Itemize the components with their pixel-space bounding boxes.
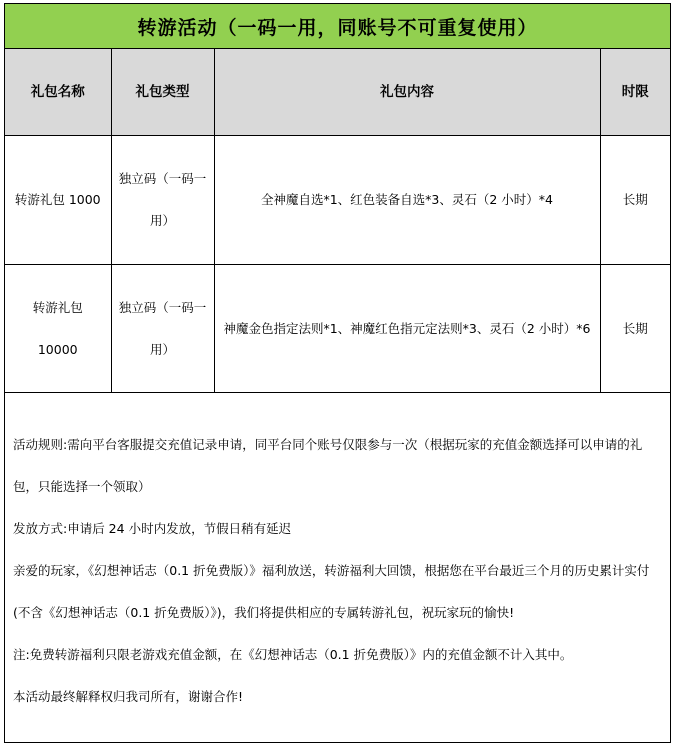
header-gift-type: 礼包类型 (111, 49, 214, 136)
note-player-message: 亲爱的玩家，《幻想神话志（0.1 折免费版）》福利放送，转游福利大回馈，根据您在平台最近三个月的历史累计实付(不含《幻想神话志（0.1 折免费版）》)，我们将提供相应的专属转游礼包，祝玩家玩的愉快! (13, 563, 650, 620)
event-sheet (4, 3, 671, 743)
note-delivery-method: 发放方式:申请后 24 小时内发放，节假日稍有延迟 (13, 521, 292, 536)
note-activity-rules: 活动规则:需向平台客服提交充值记录申请，同平台同个账号仅限参与一次（根据玩家的充值金额选择可以申请的礼包，只能选择一个领取） (13, 437, 643, 494)
gift-name-cell: 转游礼包 10000 (5, 265, 111, 393)
header-gift-content: 礼包内容 (214, 49, 600, 136)
gift-type-cell: 独立码（一码一用） (111, 265, 214, 393)
time-limit-cell: 长期 (600, 136, 670, 265)
gift-type-cell: 独立码（一码一用） (111, 136, 214, 265)
table-header-row (5, 49, 670, 136)
header-time-limit: 时限 (600, 49, 670, 136)
table-row (5, 136, 670, 265)
page-title: 转游活动（一码一用，同账号不可重复使用） (5, 4, 670, 49)
rules-notes (5, 396, 670, 742)
header-gift-name: 礼包名称 (5, 49, 111, 136)
gift-table (5, 49, 670, 393)
gift-content-cell: 神魔金色指定法则*1、神魔红色指元定法则*3、灵石（2 小时）*6 (214, 265, 600, 393)
table-row (5, 265, 670, 393)
gift-content-cell: 全神魔自选*1、红色装备自选*3、灵石（2 小时）*4 (214, 136, 600, 265)
gift-name-cell: 转游礼包 1000 (5, 136, 111, 265)
time-limit-cell: 长期 (600, 265, 670, 393)
note-disclaimer: 注:免费转游福利只限老游戏充值金额，在《幻想神话志（0.1 折免费版）》内的充值金额不计入其中。 (13, 647, 573, 662)
note-final-right: 本活动最终解释权归我司所有，谢谢合作! (13, 689, 244, 704)
